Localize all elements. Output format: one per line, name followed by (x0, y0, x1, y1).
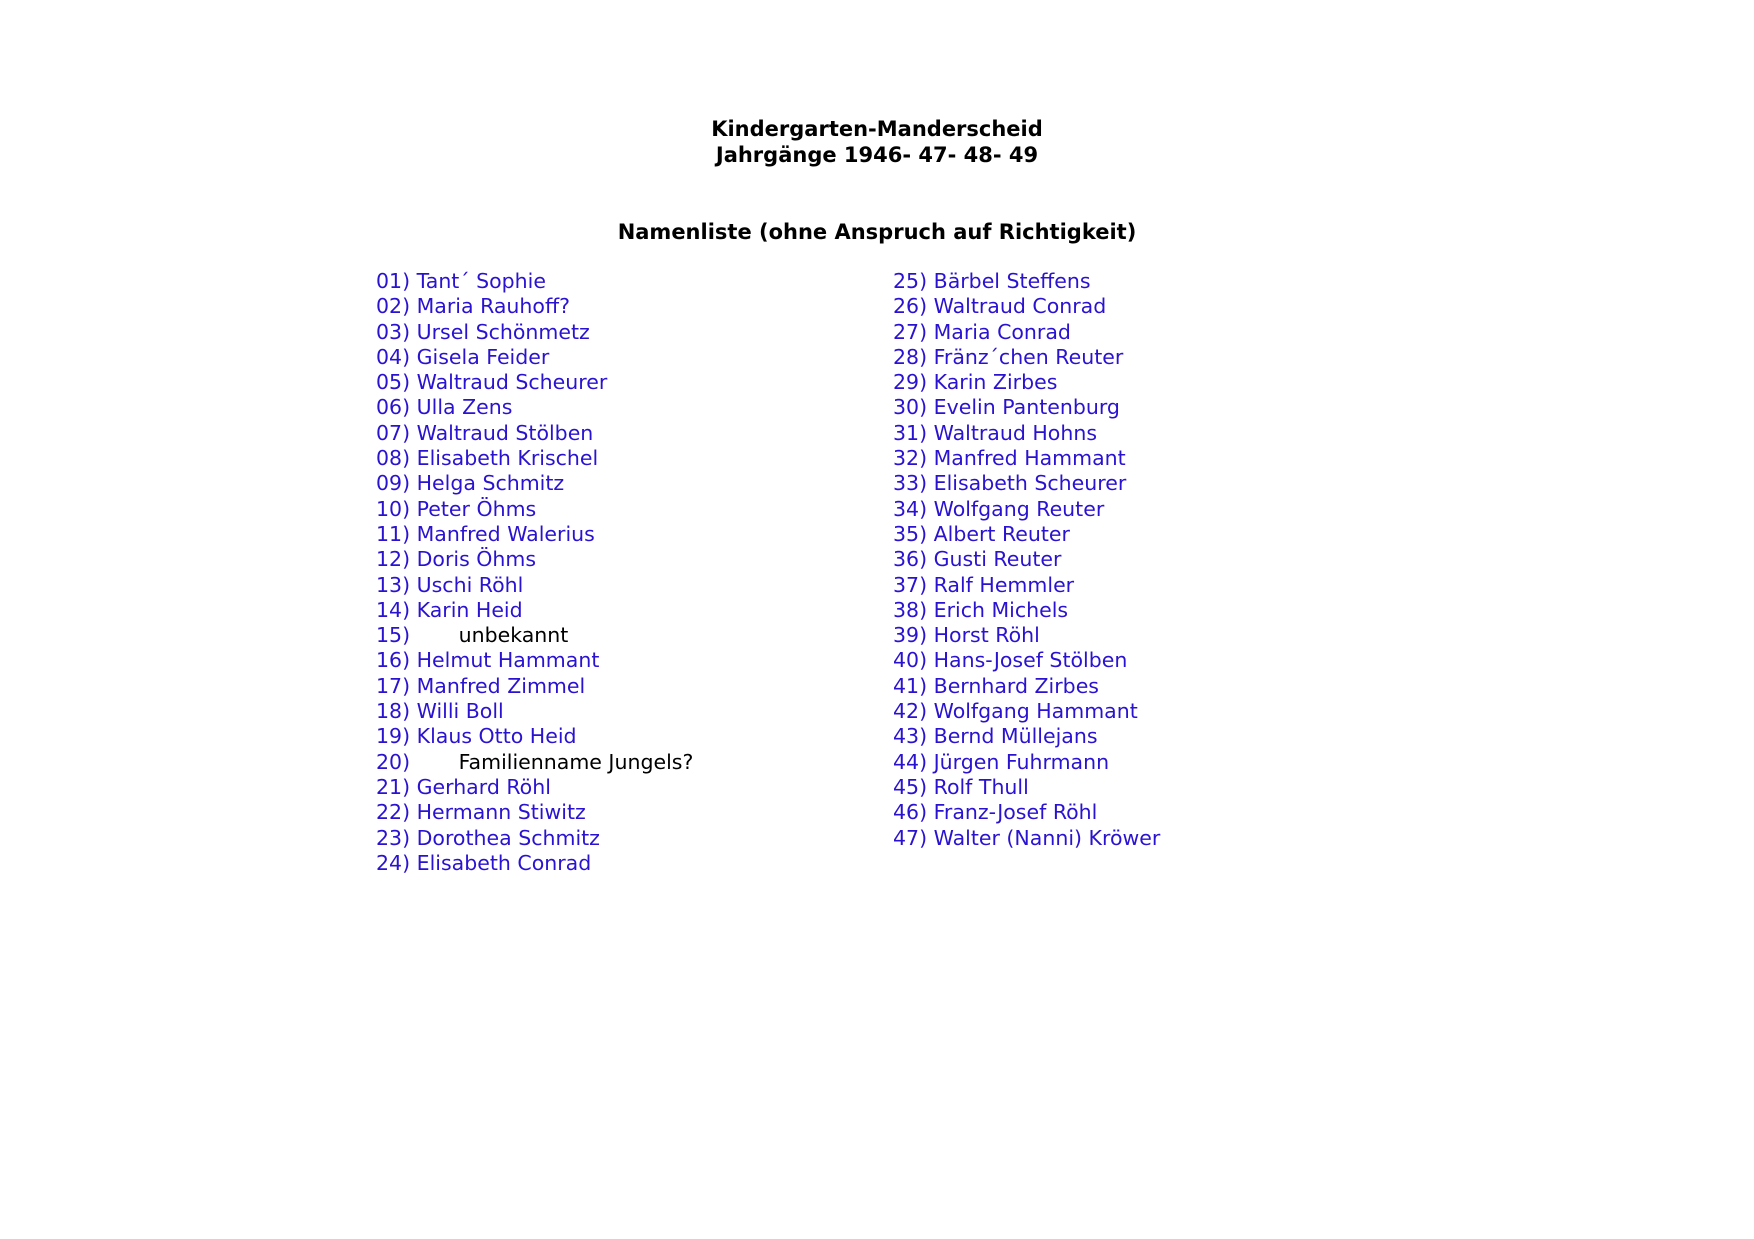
list-item-name: Hans-Josef Stölben (933, 648, 1128, 673)
list-item (376, 320, 693, 345)
list-item-number: 42) (893, 699, 928, 724)
list-item-number: 39) (893, 623, 928, 648)
list-item-number: 11) (376, 521, 411, 546)
list-item (376, 674, 693, 699)
list-item-number: 12) (376, 547, 411, 572)
list-item (376, 547, 693, 572)
list-item-number: 14) (376, 597, 411, 622)
list-item (376, 345, 693, 370)
list-item (376, 269, 693, 294)
list-item (376, 370, 693, 395)
list-item (376, 699, 693, 724)
list-item-name: Gerhard Röhl (416, 774, 551, 799)
list-item-number: 10) (376, 496, 411, 521)
list-item-name: Maria Rauhoff? (416, 294, 570, 319)
list-item-name: Gusti Reuter (933, 547, 1062, 572)
list-item-name: Uschi Röhl (416, 572, 524, 597)
list-item-number: 05) (376, 370, 411, 395)
list-item-name: Albert Reuter (933, 521, 1070, 546)
list-item-number: 29) (893, 370, 928, 395)
list-item (376, 648, 693, 673)
list-item-name: Doris Öhms (416, 547, 537, 572)
list-item (893, 648, 1160, 673)
list-item-number: 24) (376, 850, 411, 875)
name-list-left-column (376, 269, 693, 876)
list-item (893, 497, 1160, 522)
list-item-name: Ulla Zens (416, 395, 513, 420)
list-item (893, 370, 1160, 395)
list-item-number: 03) (376, 319, 411, 344)
list-item (893, 623, 1160, 648)
list-item (893, 826, 1160, 851)
list-item (376, 421, 693, 446)
list-subtitle: Namenliste (ohne Anspruch auf Richtigkeit) (617, 220, 1137, 244)
list-item (893, 750, 1160, 775)
list-item (376, 446, 693, 471)
title-line-years: Jahrgänge 1946- 47- 48- 49 (715, 143, 1039, 167)
list-item-number: 06) (376, 395, 411, 420)
list-item (893, 547, 1160, 572)
list-item-number: 07) (376, 420, 411, 445)
list-item (893, 674, 1160, 699)
list-item-number: 08) (376, 446, 411, 471)
list-item-number: 15) (376, 623, 411, 648)
list-item (376, 800, 693, 825)
list-item (893, 395, 1160, 420)
list-item-name: Rolf Thull (933, 774, 1029, 799)
list-item-name: Ursel Schönmetz (416, 319, 590, 344)
list-item-number: 01) (376, 269, 411, 293)
list-item-number: 28) (893, 344, 928, 369)
list-item-name: Elisabeth Scheurer (933, 471, 1127, 496)
list-item-name: Dorothea Schmitz (416, 825, 600, 850)
list-item-number: 23) (376, 825, 411, 850)
list-item (376, 497, 693, 522)
list-item-number: 46) (893, 800, 928, 825)
list-item (893, 320, 1160, 345)
list-item-number: 04) (376, 344, 411, 369)
list-item-number: 09) (376, 471, 411, 496)
list-item-number: 16) (376, 648, 411, 673)
list-item-number: 26) (893, 294, 928, 319)
list-item-number: 40) (893, 648, 928, 673)
list-item-number: 38) (893, 597, 928, 622)
list-item-name: Karin Heid (416, 597, 523, 622)
list-item-name: Wolfgang Reuter (933, 496, 1105, 521)
name-list-right-column (893, 269, 1160, 851)
list-item-number: 41) (893, 673, 928, 698)
list-item-number: 19) (376, 724, 411, 749)
list-item (893, 598, 1160, 623)
list-item-name: Helmut Hammant (416, 648, 600, 673)
list-item (893, 446, 1160, 471)
list-item-name: Klaus Otto Heid (416, 724, 577, 749)
list-item-name: Karin Zirbes (933, 370, 1058, 395)
list-item (893, 800, 1160, 825)
list-item-number: 35) (893, 521, 928, 546)
list-item-number: 32) (893, 446, 928, 471)
list-item (376, 623, 693, 648)
list-item-name: Manfred Walerius (416, 521, 595, 546)
list-item (376, 851, 693, 876)
list-item (376, 471, 693, 496)
list-item (893, 421, 1160, 446)
list-item-name: Elisabeth Krischel (416, 446, 599, 471)
list-item-name: Manfred Zimmel (416, 673, 586, 698)
list-item-number: 02) (376, 294, 411, 319)
list-item-number: 31) (893, 420, 928, 445)
list-item-name: Jürgen Fuhrmann (933, 749, 1110, 774)
list-item (893, 573, 1160, 598)
list-item-number: 45) (893, 774, 928, 799)
document-title (0, 116, 1754, 168)
list-item (893, 471, 1160, 496)
list-item (893, 294, 1160, 319)
list-item-name: Tant´ Sophie (416, 269, 546, 293)
list-item (376, 598, 693, 623)
list-item-number: 20) (376, 749, 411, 774)
list-item-name: Franz-Josef Röhl (933, 800, 1098, 825)
list-item-name: Waltraud Conrad (933, 294, 1107, 319)
list-item-number: 30) (893, 395, 928, 420)
list-item-name: Maria Conrad (933, 319, 1071, 344)
list-item-number: 27) (893, 319, 928, 344)
list-item-number: 43) (893, 724, 928, 749)
list-item (376, 395, 693, 420)
list-item-name: unbekannt (458, 623, 569, 648)
list-item-name: Willi Boll (416, 699, 504, 724)
list-item-number: 17) (376, 673, 411, 698)
list-item (893, 345, 1160, 370)
list-item-number: 18) (376, 699, 411, 724)
list-item (376, 724, 693, 749)
list-item-name: Waltraud Stölben (416, 420, 594, 445)
list-item-name: Manfred Hammant (933, 446, 1126, 471)
list-item-number: 25) (893, 269, 928, 293)
list-item-name: Familienname Jungels? (458, 749, 694, 774)
list-item (376, 775, 693, 800)
list-item-number: 33) (893, 471, 928, 496)
list-item-number: 44) (893, 749, 928, 774)
list-item (893, 269, 1160, 294)
list-item-name: Bärbel Steffens (933, 269, 1091, 293)
list-item-name: Elisabeth Conrad (416, 850, 592, 875)
list-item-name: Walter (Nanni) Kröwer (933, 825, 1161, 850)
list-item-number: 47) (893, 825, 928, 850)
list-item-name: Helga Schmitz (416, 471, 565, 496)
list-item (893, 522, 1160, 547)
list-item-number: 34) (893, 496, 928, 521)
list-item (376, 294, 693, 319)
list-item-number: 37) (893, 572, 928, 597)
list-item (376, 573, 693, 598)
list-item-number: 13) (376, 572, 411, 597)
list-item-name: Hermann Stiwitz (416, 800, 586, 825)
list-item-name: Erich Michels (933, 597, 1069, 622)
list-item (893, 699, 1160, 724)
list-item-name: Fränz´chen Reuter (933, 344, 1124, 369)
list-item-name: Waltraud Scheurer (416, 370, 608, 395)
list-item-number: 36) (893, 547, 928, 572)
list-item (376, 750, 693, 775)
list-item-number: 21) (376, 774, 411, 799)
list-item-name: Evelin Pantenburg (933, 395, 1120, 420)
list-item-name: Ralf Hemmler (933, 572, 1075, 597)
list-item-name: Horst Röhl (933, 623, 1040, 648)
list-item-number: 22) (376, 800, 411, 825)
list-item (376, 522, 693, 547)
list-item (376, 826, 693, 851)
list-item-name: Bernd Müllejans (933, 724, 1098, 749)
list-item-name: Wolfgang Hammant (933, 699, 1138, 724)
list-item-name: Bernhard Zirbes (933, 673, 1099, 698)
title-line-kindergarten: Kindergarten-Manderscheid (711, 117, 1043, 141)
list-item (893, 775, 1160, 800)
list-item-name: Peter Öhms (416, 496, 537, 521)
list-item-name: Gisela Feider (416, 344, 550, 369)
list-item-name: Waltraud Hohns (933, 420, 1098, 445)
list-item (893, 724, 1160, 749)
